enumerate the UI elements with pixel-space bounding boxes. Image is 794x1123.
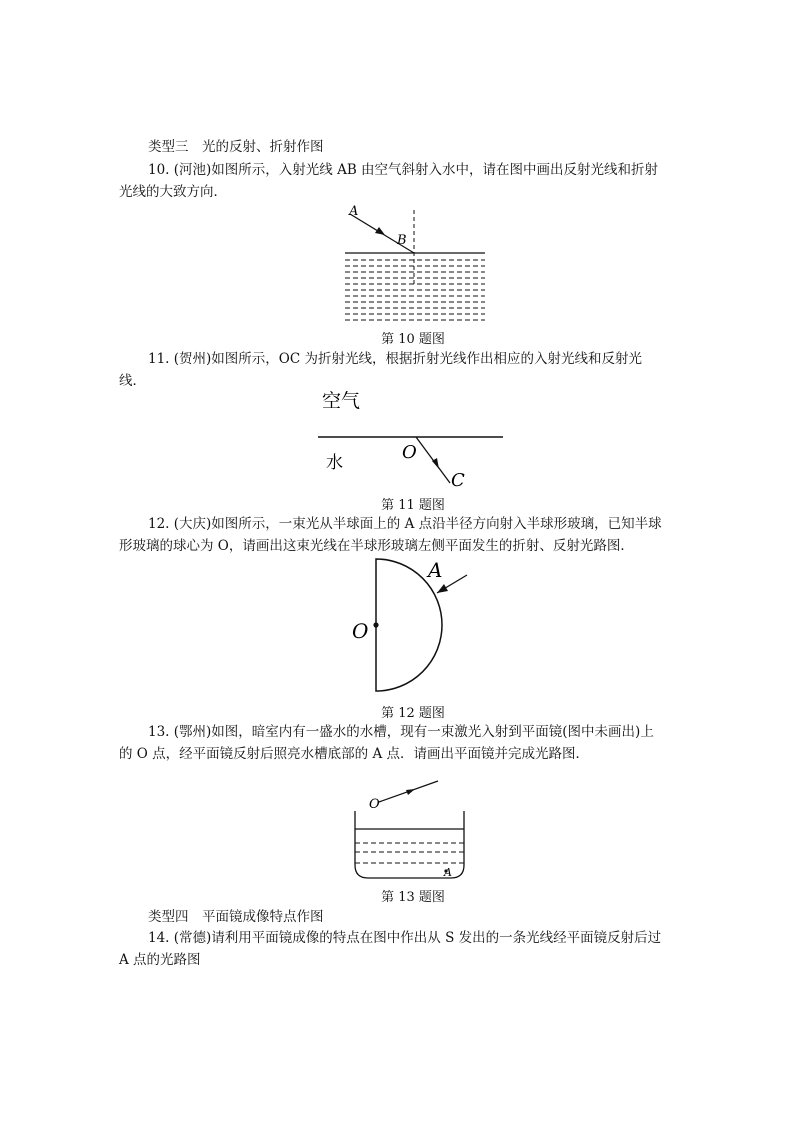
figure-12 (345, 553, 485, 698)
question-12-line-1: 12. (大庆)如图所示，一束光从半球面上的 A 点沿半径方向射入半球形玻璃，已知半球 (148, 516, 662, 532)
figure-10-caption: 第 10 题图 (381, 332, 445, 347)
figure-13 (345, 768, 475, 883)
section-title-3: 类型三 光的反射、折射作图 (148, 139, 324, 155)
question-14-line-2: A 点的光路图 (119, 952, 201, 968)
section-title-4: 类型四 平面镜成像特点作图 (148, 909, 324, 925)
label-c: C (451, 470, 465, 491)
label-a: A (349, 204, 359, 219)
water-body (355, 843, 464, 863)
water-body (345, 260, 485, 320)
question-11-line-2: 线． (119, 373, 146, 389)
label-a: A (444, 866, 452, 879)
figure-12-caption: 第 12 题图 (381, 706, 445, 721)
label-o: O (402, 442, 417, 463)
label-o: O (369, 797, 380, 812)
refracted-ray-oc (416, 437, 450, 483)
label-air: 空气 (322, 390, 361, 412)
question-13-line-2: 的 O 点，经平面镜反射后照亮水槽底部的 A 点．请画出平面镜并完成光路图． (119, 746, 589, 762)
arrow-head (406, 789, 415, 795)
center-point (373, 622, 378, 627)
figure-11-caption: 第 11 题图 (381, 498, 445, 513)
question-10-line-1: 10. (河池)如图所示，入射光线 AB 由空气斜射入水中，请在图中画出反射光线和折射 (148, 162, 659, 178)
label-water: 水 (326, 453, 343, 473)
question-12-line-2: 形玻璃的球心为 O，请画出这束光线在半球形玻璃左侧平面发生的折射、反射光路图． (119, 538, 634, 554)
figure-13-caption: 第 13 题图 (381, 890, 445, 905)
figure-10 (335, 200, 495, 325)
arrow-head (437, 584, 448, 593)
label-a: A (428, 558, 443, 582)
question-13-line-1: 13. (鄂州)如图，暗室内有一盛水的水槽，现有一束激光入射到平面镜(图中未画出)上 (148, 724, 654, 740)
figure-11 (310, 385, 510, 495)
label-o: O (352, 619, 369, 643)
arrow-head (375, 227, 385, 235)
question-11-line-1: 11. (贺州)如图所示，OC 为折射光线，根据折射光线作出相应的入射光线和反射光 (148, 351, 642, 367)
question-14-line-1: 14. (常德)请利用平面镜成像的特点在图中作出从 S 发出的一条光线经平面镜反射后过 (148, 930, 662, 946)
label-b: B (397, 233, 407, 248)
question-10-line-2: 光线的大致方向． (119, 184, 227, 200)
